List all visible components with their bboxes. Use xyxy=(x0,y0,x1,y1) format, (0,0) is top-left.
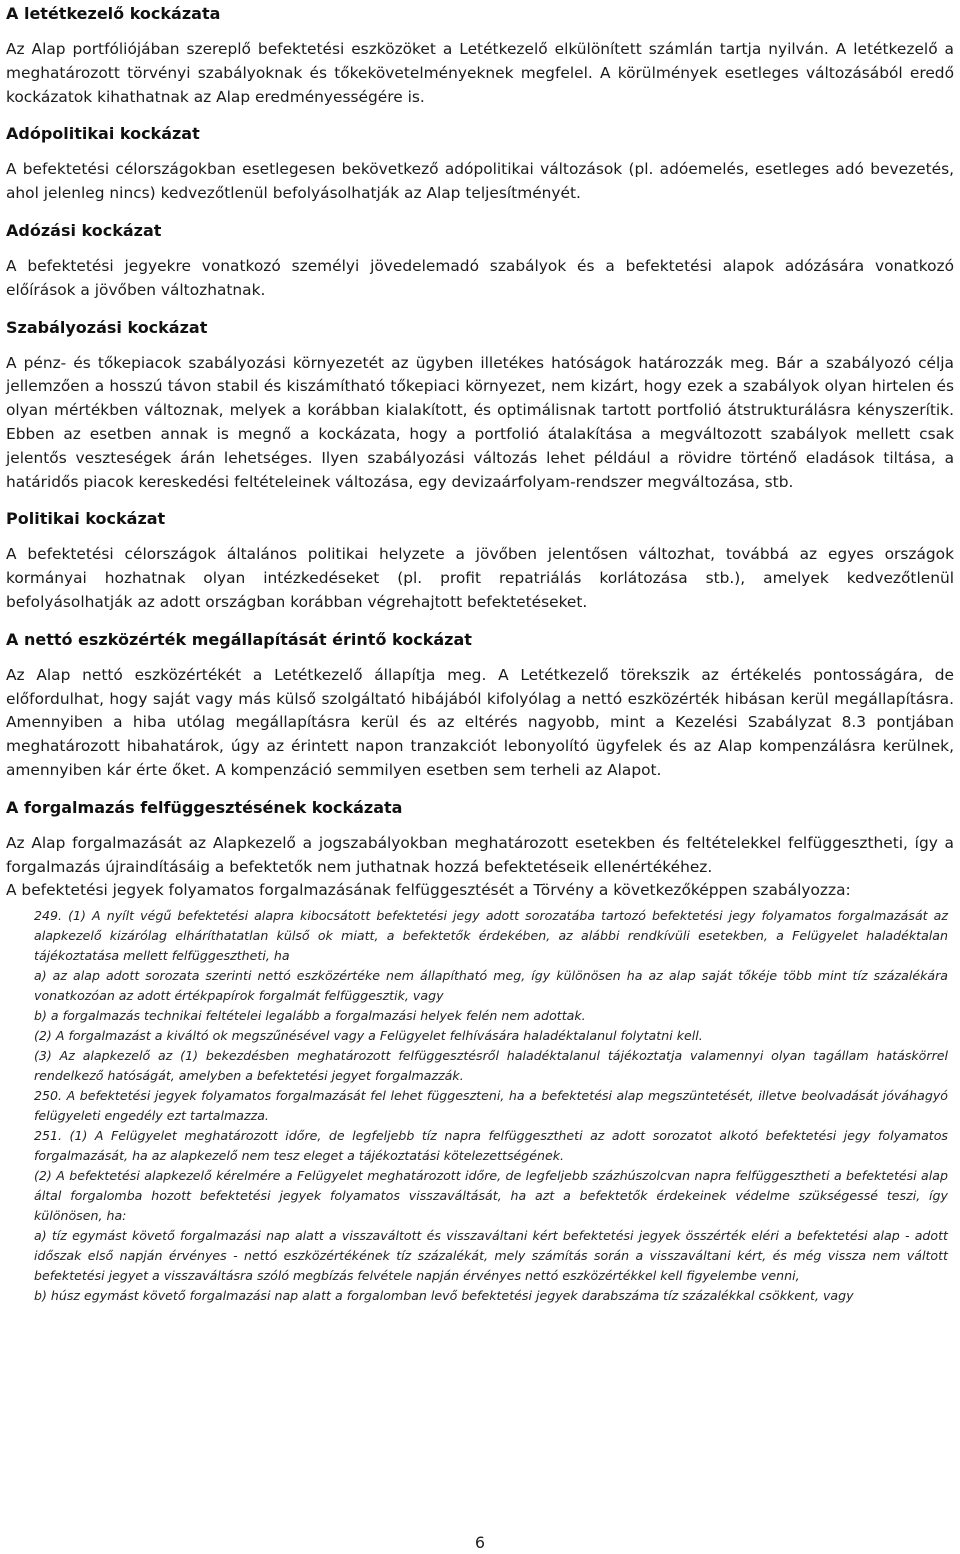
quote-paragraph: (3) Az alapkezelő az (1) bekezdésben meghatározott felfüggesztésről haladéktalanul tájékoztatja valamennyi olyan tagállam hatáskörrel rendelkező hatóságát, amelyben a befektetési jegyet forgalmazzák. xyxy=(34,1048,948,1084)
quote-paragraph: b) a forgalmazás technikai feltételei legalább a forgalmazási helyek felén nem adottak. xyxy=(34,1008,586,1024)
quote-paragraph: a) tíz egymást követő forgalmazási nap alatt a visszaváltott és visszaváltani kért befektetési jegyek összérték eléri a befektetési alap - adott időszak első napján érvényes - nettó eszközértékének tíz százalékát, mely számítás során a visszaváltani kért, és még vissza nem váltott befektetési jegyet a visszaváltásra szóló megbízás felvétele napján érvényes nettó eszközértékkel kell figyelembe venni, xyxy=(34,1228,948,1284)
quote-paragraph: 249. (1) A nyílt végű befektetési alapra kibocsátott befektetési jegy adott sorozatába tartozó befektetési jegy folyamatos forgalmazását az alapkezelő kizárólag elháríthatatlan külső ok miatt, a befektetők érdekében, az alábbi rendkívüli esetekben, a Felügyelet haladéktalan tájékoztatása mellett felfüggesztheti, ha xyxy=(34,908,948,964)
law-quote-block xyxy=(6,906,954,1306)
section-heading-taxation-risk: Adózási kockázat xyxy=(6,220,162,240)
page-number: 6 xyxy=(474,1533,486,1552)
section-paragraph: Az Alap nettó eszközértékét a Letétkezelő állapítja meg. A Letétkezelő törekszik az értékelés pontosságára, de előfordulhat, hogy saját vagy más külső szolgáltató hibájából kifolyólag a nettó eszközérték hibásan kerül megállapításra. Amennyiben a hiba utólag megállapításra kerül és az eltérés nagyobb, mint a Kezelési Szabályzat 8.3 pontjában meghatározott hibahatárok, úgy az érintett napon tranzakciót lebonyolító ügyfelek és az Alap kompenzálásra kerülnek, amennyiben kár érte őket. A kompenzáció semmilyen esetben sem terheli az Alapot. xyxy=(6,665,954,779)
quote-paragraph: (2) A befektetési alapkezelő kérelmére a Felügyelet meghatározott időre, de legfeljebb százhúszolcvan napra felfüggesztheti a befektetési alap által forgalomba hozott befektetési jegyek folyamatos visszaváltását, ha azt a befektetők érdekeinek védelme szükségessé teszi, így különösen, ha: xyxy=(34,1168,948,1224)
quote-paragraph: 250. A befektetési jegyek folyamatos forgalmazását fel lehet függeszteni, ha a befektetési alap megszüntetését, illetve beolvadását jóváhagyó felügyeleti engedély ezt tartalmazza. xyxy=(34,1088,948,1124)
section-heading-tax-policy-risk: Adópolitikai kockázat xyxy=(6,124,200,144)
section-heading-political-risk: Politikai kockázat xyxy=(6,509,166,529)
section-paragraph: Az Alap forgalmazását az Alapkezelő a jogszabályokban meghatározott esetekben és feltételekkel felfüggesztheti, így a forgalmazás újraindításáig a befektetők nem juthatnak hozzá befektetéseik ellenértékéhez. xyxy=(6,833,954,876)
section-paragraph: Az Alap portfóliójában szereplő befektetési eszközöket a Letétkezelő elkülönített számlán tartja nyilván. A letétkezelő a meghatározott törvényi szabályoknak és tőkekövetelményeknek megfelel. A körülmények esetleges változásából eredő kockázatok kihathatnak az Alap eredményességére is. xyxy=(6,40,954,106)
section-paragraph: A befektetési jegyek folyamatos forgalmazásának felfüggesztését a Törvény a következőképpen szabályozza: xyxy=(6,881,851,900)
quote-paragraph: a) az alap adott sorozata szerinti nettó eszközértéke nem állapítható meg, így különösen ha az alap saját tőkéje több mint tíz százalékára vonatkozóan az adott értékpapírok forgalmát felfüggesztik, vagy xyxy=(34,968,948,1004)
quote-paragraph: b) húsz egymást követő forgalmazási nap alatt a forgalomban levő befektetési jegyek darabszáma tíz százalékkal csökkent, vagy xyxy=(34,1288,854,1304)
section-heading-custodian-risk: A letétkezelő kockázata xyxy=(6,4,221,23)
section-paragraph: A pénz- és tőkepiacok szabályozási környezetét az ügyben illetékes hatóságok határozzák meg. Bár a szabályozó célja jellemzően a hosszú távon stabil és kiszámítható tőkepiaci környezet, nem kizárt, hogy ezek a szabályok olyan hirtelen és olyan mértékben változnak, melyek a korábban kialakított, és optimálisnak tartott portfolió átstrukturálásra kényszerítik. Ebben az esetben annak is megnő a kockázata, hogy a portfolió átalakítása a megváltozott szabályok mellett csak jelentős veszteségek árán lehetséges. Ilyen szabályozási változás lehet például a rövidre történő eladások tiltása, a határidős piacok kereskedési feltételeinek változása, egy devizaárfolyam-rendszer megváltozása, stb. xyxy=(6,353,954,491)
quote-paragraph: (2) A forgalmazást a kiváltó ok megszűnésével vagy a Felügyelet felhívására haladéktalanul folytatni kell. xyxy=(34,1028,703,1044)
section-heading-nav-risk: A nettó eszközérték megállapítását érintő kockázat xyxy=(6,629,472,649)
section-heading-suspension-risk: A forgalmazás felfüggesztésének kockázata xyxy=(6,797,403,817)
section-paragraph: A befektetési célországokban esetlegesen bekövetkező adópolitikai változások (pl. adóemelés, esetleges adó bevezetés, ahol jelenleg nincs) kedvezőtlenül befolyásolhatják az Alap teljesítményét. xyxy=(6,160,954,203)
section-paragraph: A befektetési célországok általános politikai helyzete a jövőben jelentősen változhat, továbbá az egyes országok kormányai hozhatnak olyan intézkedéseket (pl. profit repatriálás korlátozása stb.), amelyek kedvezőtlenül befolyásolhatják az adott országban korábban végrehajtott befektetéseket. xyxy=(6,545,954,611)
document-content xyxy=(6,0,954,1306)
section-heading-regulatory-risk: Szabályozási kockázat xyxy=(6,317,208,337)
section-paragraph: A befektetési jegyekre vonatkozó személyi jövedelemadó szabályok és a befektetési alapok adózására vonatkozó előírások a jövőben változhatnak. xyxy=(6,256,954,299)
quote-paragraph: 251. (1) A Felügyelet meghatározott időre, de legfeljebb tíz napra felfüggesztheti az adott sorozatot alkotó befektetési jegy folyamatos forgalmazását, ha az alapkezelő nem tesz eleget a tájékoztatási kötelezettségének. xyxy=(34,1128,948,1164)
